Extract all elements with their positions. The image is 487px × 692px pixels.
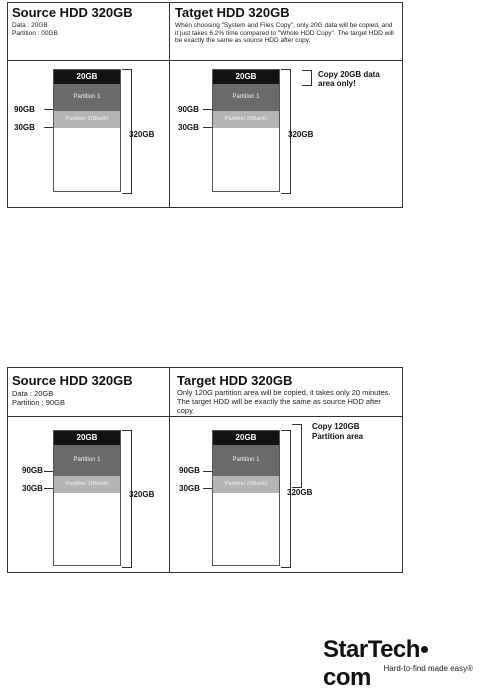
segment-partition-2: Partition 2(Blank)	[213, 476, 279, 493]
target-title: Target HDD 320GB	[177, 373, 293, 388]
label-30gb: 30GB	[22, 484, 43, 493]
size-bracket	[281, 430, 291, 568]
header-divider	[8, 416, 402, 417]
source-partition-label: Partition : 00GB	[12, 30, 58, 37]
target-title: Tatget HDD 320GB	[175, 5, 290, 20]
copy-annotation: Copy 20GB data area only!	[318, 70, 380, 88]
target-description: Only 120G partition area will be copied, it takes only 20 minutes. The target HDD will be exactly the same as source HDD after copy.	[177, 388, 391, 415]
label-320gb: 320GB	[287, 488, 313, 497]
segment-20gb: 20GB	[213, 70, 279, 84]
copy-area-bracket	[292, 424, 302, 488]
target-disk	[212, 430, 280, 566]
segment-20gb: 20GB	[213, 431, 279, 445]
segment-partition-2: Partition 2(Blank)	[54, 476, 120, 493]
label-320gb: 320GB	[129, 130, 155, 139]
copy-area-bracket	[302, 70, 312, 86]
logo-dot-icon	[421, 646, 428, 653]
header-divider	[8, 60, 402, 61]
diagram-panel-partition-copy	[7, 367, 403, 573]
label-30gb: 30GB	[14, 123, 35, 132]
source-data-label: Data : 20GB	[12, 389, 54, 398]
segment-partition-2: Partition 2(Blank)	[54, 111, 120, 128]
segment-partition-2: Partition 2(Blank)	[213, 111, 279, 128]
target-disk	[212, 69, 280, 192]
segment-20gb: 20GB	[54, 431, 120, 445]
source-disk	[53, 430, 121, 566]
label-30gb: 30GB	[179, 484, 200, 493]
column-divider	[169, 368, 170, 572]
startech-logo	[323, 636, 473, 691]
label-320gb: 320GB	[129, 490, 155, 499]
label-90gb: 90GB	[14, 105, 35, 114]
source-disk	[53, 69, 121, 192]
target-description: When choosing "System and Files Copy", only 20G data will be copied, and it just takes 6.2% time compared to "Whole HDD Copy". The target HDD will be exactly the same as source HDD after copy.	[175, 22, 394, 44]
copy-annotation: Copy 120GB Partition area	[312, 422, 364, 441]
logo-name-left: StarTech	[323, 636, 420, 663]
logo-tagline: Hard-to-find made easy®	[383, 664, 473, 673]
logo-name-right: com	[323, 664, 371, 691]
size-bracket	[122, 430, 132, 568]
source-title: Source HDD 320GB	[12, 373, 133, 388]
column-divider	[169, 3, 170, 207]
label-320gb: 320GB	[288, 130, 314, 139]
segment-partition-1: Partition 1	[213, 84, 279, 111]
segment-20gb: 20GB	[54, 70, 120, 84]
diagram-panel-system-files-copy	[7, 2, 403, 208]
segment-partition-1: Partition 1	[213, 445, 279, 476]
label-90gb: 90GB	[22, 466, 43, 475]
segment-partition-1: Partition 1	[54, 445, 120, 476]
segment-partition-1: Partition 1	[54, 84, 120, 111]
source-data-label: Data : 20GB	[12, 22, 48, 29]
label-30gb: 30GB	[178, 123, 199, 132]
source-partition-label: Partition : 90GB	[12, 398, 65, 407]
source-title: Source HDD 320GB	[12, 5, 133, 20]
label-90gb: 90GB	[179, 466, 200, 475]
label-90gb: 90GB	[178, 105, 199, 114]
